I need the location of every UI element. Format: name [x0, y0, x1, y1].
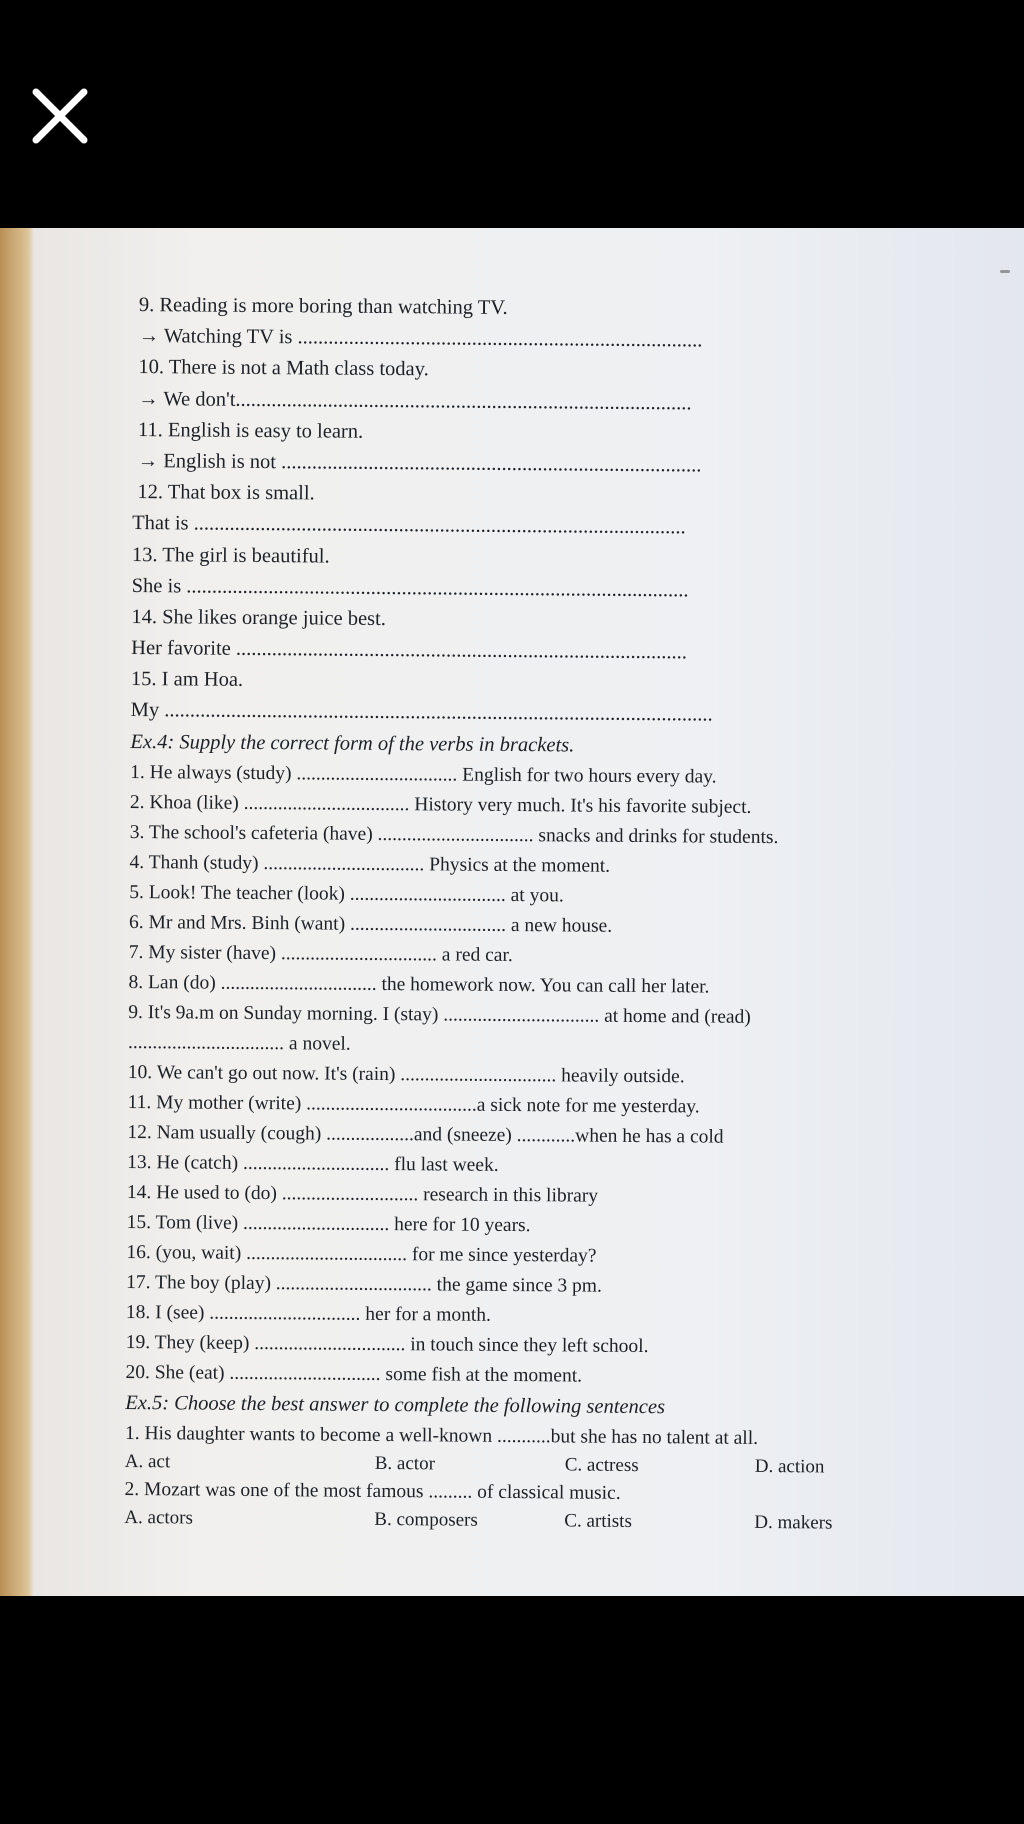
- exercise-4-section: [125, 758, 1020, 1395]
- exercise-item: 16. (you, wait) ................................. for me since yesterday?: [126, 1241, 597, 1267]
- option-a: A. actors: [124, 1506, 194, 1529]
- option-b: B. composers: [374, 1508, 478, 1531]
- option-d: D. action: [754, 1455, 825, 1478]
- worksheet-line: → Watching TV is ...............................................................................: [138, 325, 703, 352]
- paper-edge: [0, 228, 34, 1596]
- exercise-item: 8. Lan (do) ................................ the homework now. You can call her later.: [128, 971, 710, 998]
- exercise-item: 12. Nam usually (cough) ..................and (sneeze) ............when he has a cold: [127, 1121, 724, 1148]
- worksheet-line: → We don't.........................................................................................: [138, 387, 692, 414]
- worksheet-line: 14. She likes orange juice best.: [131, 605, 386, 630]
- exercise-item: 19. They (keep) ............................... in touch since they left school.: [125, 1331, 649, 1357]
- exercise-item: 17. The boy (play) ................................ the game since 3 pm.: [126, 1271, 602, 1297]
- close-icon[interactable]: [28, 84, 92, 148]
- exercise-item: 3. The school's cafeteria (have) ................................ snacks and drinks for students.: [129, 821, 779, 848]
- question-text: 1. His daughter wants to become a well-known ...........but she has no talent at all.: [124, 1422, 759, 1449]
- option-d: D. makers: [754, 1511, 833, 1534]
- worksheet-line: My ...........................................................................................................: [130, 699, 713, 726]
- exercise-5-section: [124, 1419, 1015, 1538]
- exercise-3-section: [131, 290, 1024, 734]
- exercise-item: 7. My sister (have) ................................ a red car.: [128, 941, 513, 966]
- exercise-4-heading: Ex.4: Supply the correct form of the verbs in brackets.: [130, 730, 575, 757]
- worksheet-line: 12. That box is small.: [137, 481, 315, 505]
- answer-options: [124, 1505, 1014, 1538]
- worksheet-line: She is ..................................................................................................: [131, 574, 689, 602]
- worksheet-photo: [0, 228, 1024, 1596]
- exercise-item: 14. He used to (do) ............................ research in this library: [126, 1181, 599, 1207]
- worksheet-line: Her favorite ........................................................................................: [131, 637, 687, 664]
- option-c: C. artists: [564, 1510, 632, 1532]
- exercise-item: 11. My mother (write) ...................................a sick note for me yesterday.: [127, 1091, 700, 1118]
- worksheet-line: 15. I am Hoa.: [130, 668, 244, 692]
- worksheet-line: 13. The girl is beautiful.: [131, 543, 330, 568]
- worksheet-line: 11. English is easy to learn.: [137, 418, 364, 443]
- worksheet-page: [124, 290, 1024, 1538]
- exercise-item: 13. He (catch) .............................. flu last week.: [127, 1151, 499, 1176]
- exercise-item: 10. We can't go out now. It's (rain) ................................ heavily outside.: [127, 1061, 685, 1088]
- option-c: C. actress: [564, 1454, 639, 1476]
- worksheet-line: That is ................................................................................................: [132, 512, 686, 539]
- exercise-item: 15. Tom (live) .............................. here for 10 years.: [126, 1211, 531, 1236]
- exercise-item: 2. Khoa (like) .................................. History very much. It's his favorite subject.: [129, 791, 752, 818]
- exercise-item: 1. He always (study) ................................. English for two hours every day.: [130, 761, 717, 788]
- exercise-item: 5. Look! The teacher (look) ................................ at you.: [129, 881, 564, 907]
- exercise-item: ................................ a novel.: [128, 1031, 351, 1055]
- exercise-item: 4. Thanh (study) ................................. Physics at the moment.: [129, 851, 611, 877]
- option-a: A. act: [124, 1450, 171, 1473]
- worksheet-line: 9. Reading is more boring than watching TV.: [138, 294, 508, 319]
- question-text: 2. Mozart was one of the most famous ......... of classical music.: [124, 1478, 621, 1504]
- worksheet-line: 10. There is not a Math class today.: [138, 356, 429, 381]
- exercise-item: 20. She (eat) ............................... some fish at the moment.: [125, 1361, 583, 1387]
- exercise-item: 18. I (see) ............................... her for a month.: [125, 1301, 492, 1326]
- exercise-5-heading: Ex.5: Choose the best answer to complete the following sentences: [125, 1391, 666, 1419]
- worksheet-line: → English is not ..................................................................................: [137, 449, 702, 477]
- exercise-item: 9. It's 9a.m on Sunday morning. I (stay) ................................ at home and (read): [128, 1001, 751, 1028]
- paper-mark: [1000, 270, 1010, 273]
- exercise-item: 6. Mr and Mrs. Binh (want) ................................ a new house.: [128, 911, 613, 937]
- option-b: B. actor: [374, 1452, 436, 1475]
